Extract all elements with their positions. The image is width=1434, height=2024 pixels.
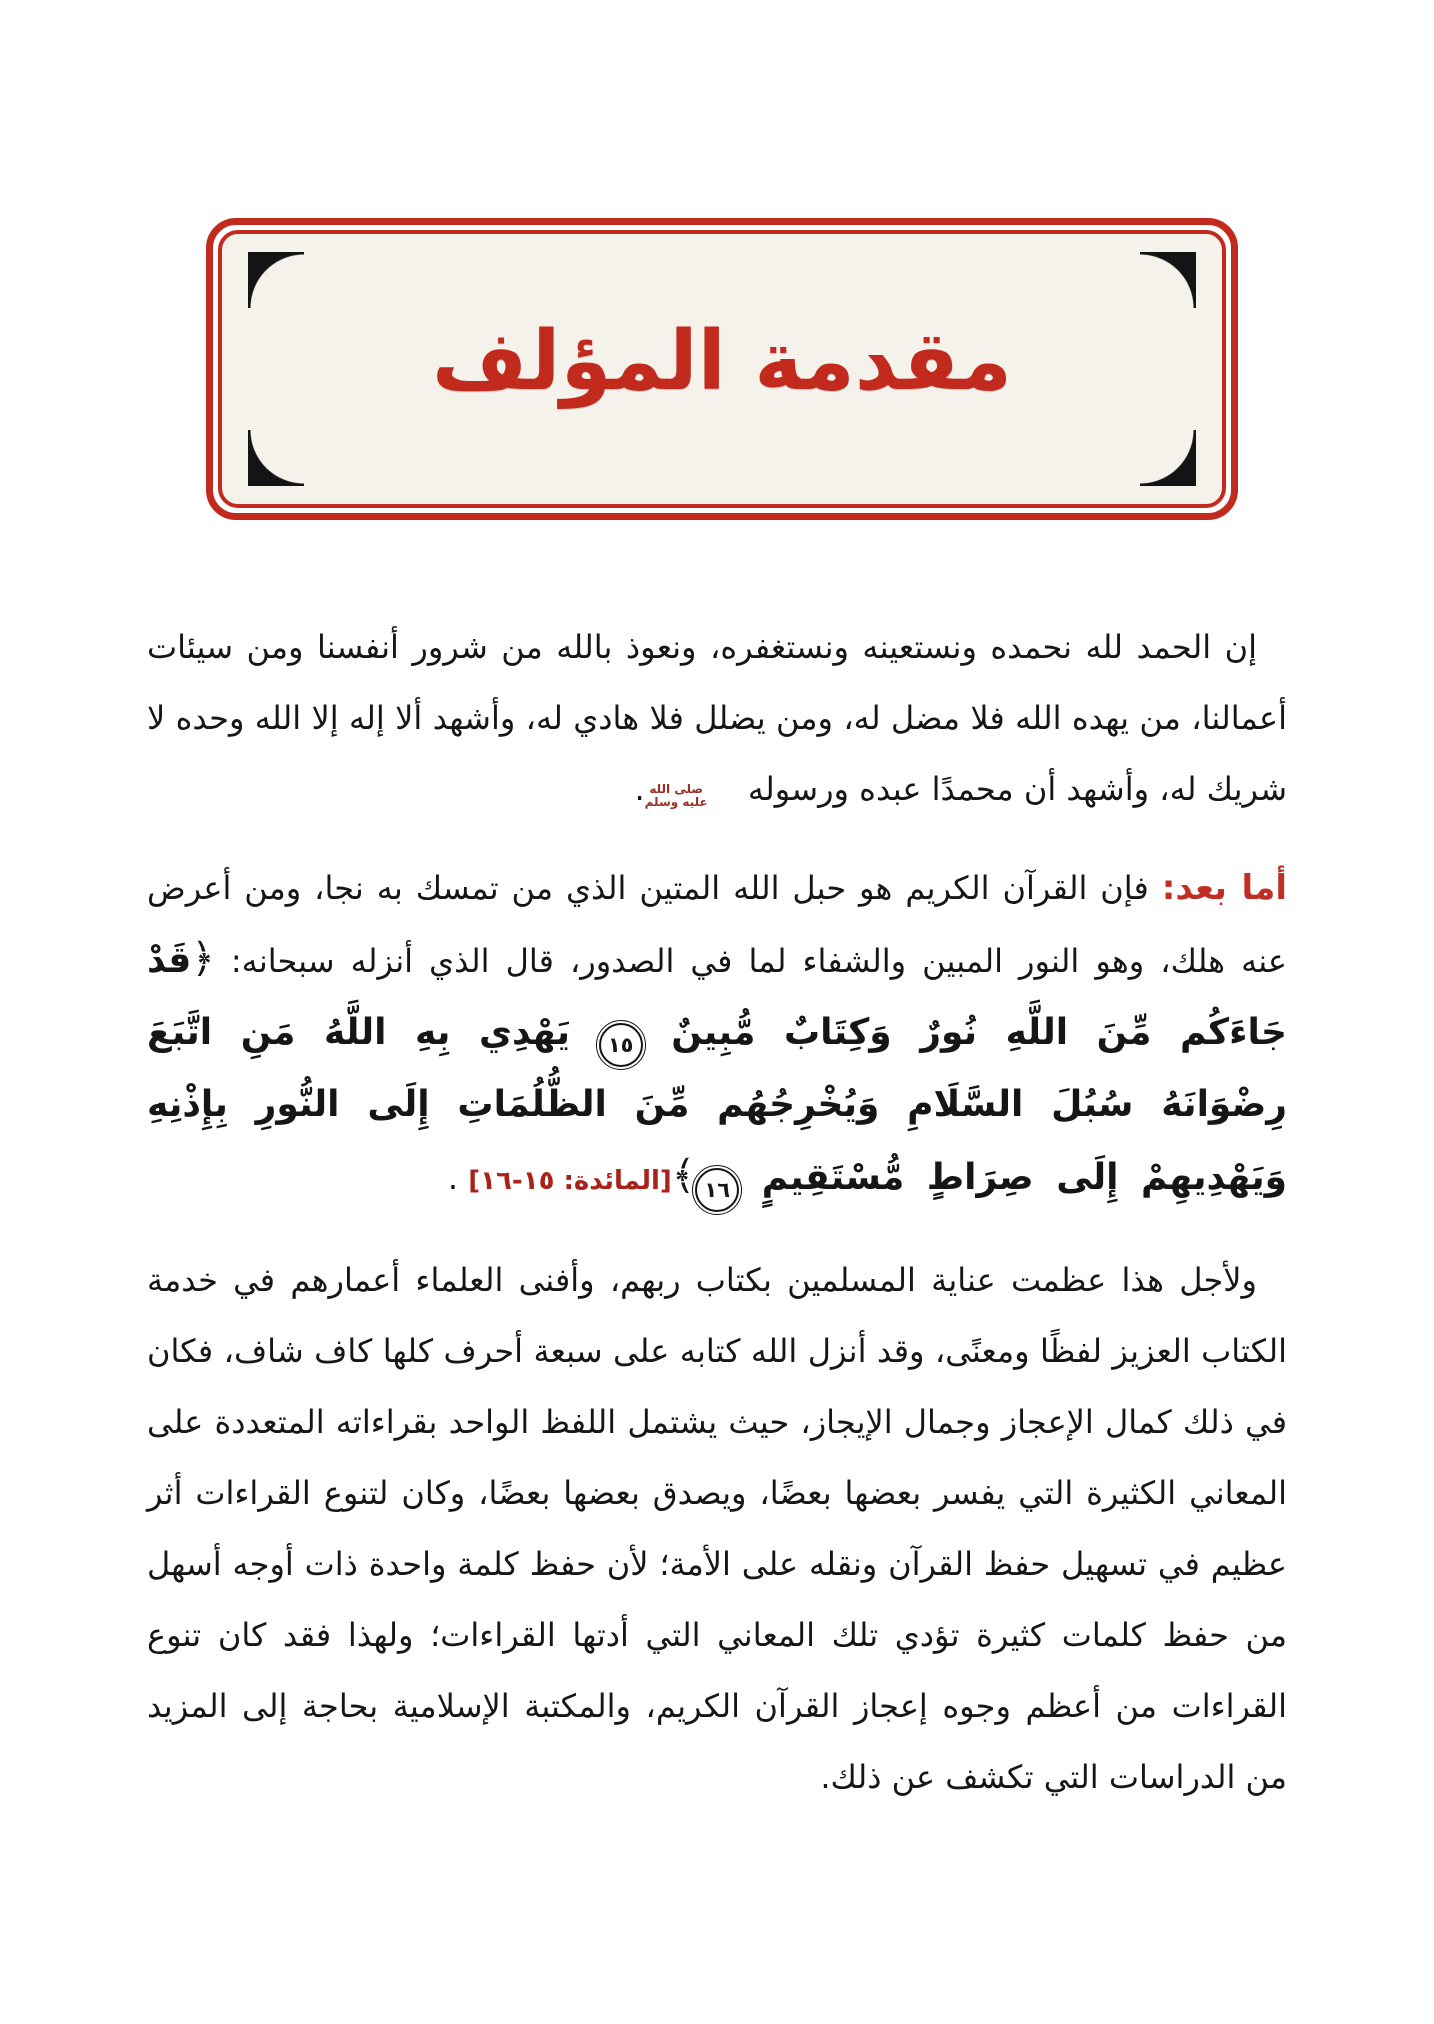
chapter-title: مقدمة المؤلف <box>432 314 1012 409</box>
photo-corner-bottom-left-icon <box>248 430 304 486</box>
verse-ayah-16-text: يَهْدِي بِهِ اللَّهُ مَنِ اتَّبَعَ رِضْوَانَهُ سُبُلَ السَّلَامِ وَيُخْرِجُهُم مِّنَ الظُّلُمَاتِ إِلَى النُّورِ بِإِذْنِهِ وَيَهْدِيهِمْ إِلَى صِرَاطٍ مُّسْتَقِيمٍ <box>147 1012 1287 1198</box>
surah-citation: [المائدة: ١٥-١٦] <box>468 1166 672 1196</box>
praise-text: إن الحمد لله نحمده ونستعينه ونستغفره، ونعوذ بالله من شرور أنفسنا ومن سيئات أعمالنا، من يهده الله فلا مضل له، ومن يضلل فلا هادي له، وأشهد ألا إله إلا الله وحده لا شريك له، وأشهد أن محمدًا عبده ورسوله <box>147 628 1287 808</box>
paragraph-qiraat: ولأجل هذا عظمت عناية المسلمين بكتاب ربهم، وأفنى العلماء أعمارهم في خدمة الكتاب العزيز لفظًا ومعنًى، وقد أنزل الله كتابه على سبعة أحرف كلها كاف شاف، فكان في ذلك كمال الإعجاز وجمال الإيجاز، حيث يشتمل اللفظ الواحد بقراءاته المتعددة على المعاني الكثيرة التي يفسر بعضها بعضًا، ويصدق بعضها بعضًا، وكان لتنوع القراءات أثر عظيم في تسهيل حفظ القرآن ونقله على الأمة؛ لأن حفظ كلمة واحدة ذات أوجه أسهل من حفظ كلمات كثيرة تؤدي تلك المعاني التي أدتها القراءات؛ ولهذا فقد كان تنوع القراءات من أعظم وجوه إعجاز القرآن الكريم، والمكتبة الإسلامية بحاجة إلى المزيد من الدراسات التي تكشف عن ذلك. <box>147 1261 1287 1796</box>
ornate-close-bracket-icon: ﴾ <box>671 1153 696 1199</box>
ayah-end-marker-15-icon: ١٥ <box>599 1023 643 1067</box>
amma-baad-text: فإن القرآن الكريم هو حبل الله المتين الذي من تمسك به نجا، ومن أعرض عنه هلك، وهو النور المبين والشفاء لما في الصدور، قال الذي أنزله سبحانه: <box>147 869 1288 980</box>
amma-baad-lead: أما بعد: <box>1161 868 1288 908</box>
paragraph-amma-baad <box>147 853 1287 1217</box>
verse-ayah-15-text: قَدْ جَاءَكُم مِّنَ اللَّهِ نُورٌ وَكِتَابٌ مُّبِينٌ <box>147 940 1287 1053</box>
chapter-title-box <box>206 218 1238 520</box>
sentence-period: . <box>447 1159 459 1197</box>
ayah-end-marker-16-icon: ١٦ <box>695 1168 739 1212</box>
photo-corner-bottom-right-icon <box>1140 430 1196 486</box>
ornate-open-bracket-icon: ﴿ <box>191 936 215 982</box>
paragraph-opening-praise <box>147 612 1287 825</box>
photo-corner-top-right-icon <box>1140 252 1196 308</box>
photo-corner-top-left-icon <box>248 252 304 308</box>
saw-ligature-icon: صلى الله عليه وسلم <box>644 782 708 809</box>
body-text <box>147 612 1287 1841</box>
sentence-period: . <box>634 770 645 808</box>
chapter-title-box-inner <box>218 230 1226 508</box>
